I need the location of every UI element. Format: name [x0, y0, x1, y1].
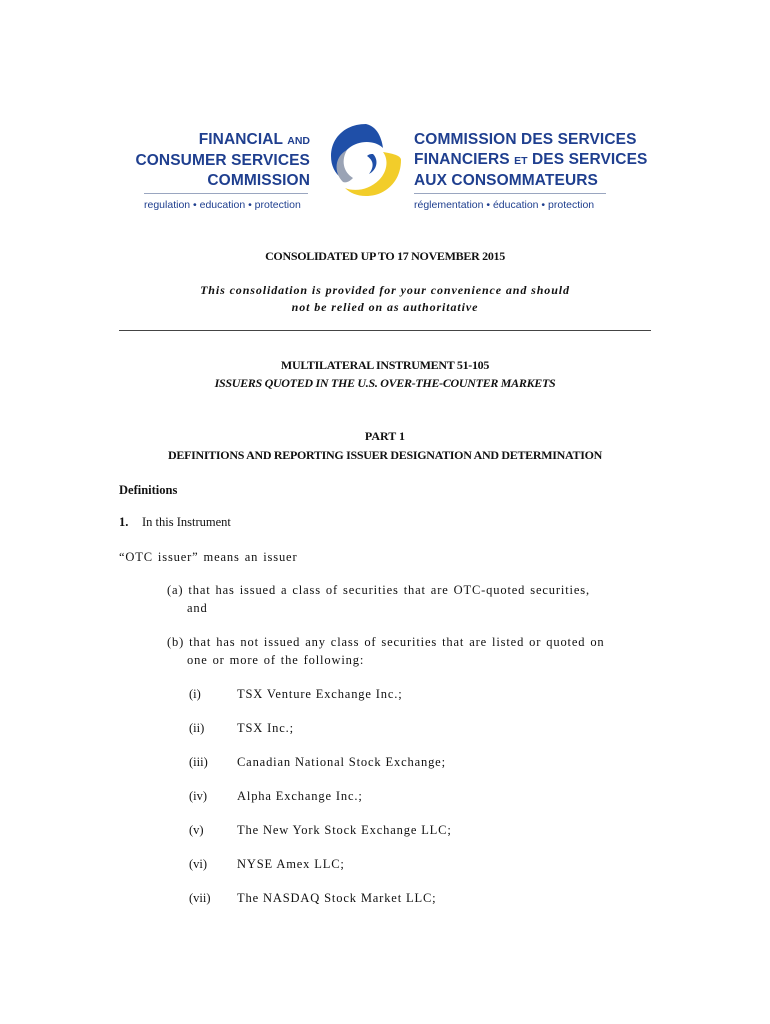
tagline-french: réglementation • éducation • protection	[414, 199, 595, 211]
list-item-text: The New York Stock Exchange LLC;	[237, 823, 452, 837]
letterhead-rule-left	[144, 193, 308, 194]
instrument-title: MULTILATERAL INSTRUMENT 51-105	[280, 358, 490, 372]
org-en-line1: FINANCIAL	[198, 131, 283, 148]
letterhead-rule-right	[414, 193, 606, 194]
org-fr-line2a: FINANCIERS	[414, 151, 510, 168]
list-item-number: (ii)	[189, 721, 205, 735]
list-item-text: Canadian National Stock Exchange;	[237, 755, 446, 769]
letterhead	[135, 120, 648, 220]
header-divider	[119, 330, 651, 331]
list-item-text: NYSE Amex LLC;	[237, 857, 345, 871]
list-item-text: The NASDAQ Stock Market LLC;	[237, 891, 437, 905]
list-item-text: Alpha Exchange Inc.;	[237, 789, 363, 803]
clause-b-line1: (b) that has not issued any class of securities that are listed or quoted on	[167, 635, 605, 649]
org-fr-line2-small: ET	[514, 155, 528, 167]
list-item-number: (vii)	[189, 891, 211, 905]
instrument-subtitle: ISSUERS QUOTED IN THE U.S. OVER-THE-COUNTER MARKETS	[214, 376, 556, 390]
org-en-line1-small: AND	[287, 135, 310, 147]
org-en-line2: CONSUMER SERVICES	[135, 152, 310, 169]
org-fr-line3: AUX CONSOMMATEURS	[414, 172, 598, 189]
list-item-number: (iii)	[189, 755, 208, 769]
part-label: PART 1	[364, 429, 406, 443]
org-name-english	[135, 130, 310, 191]
part-title: DEFINITIONS AND REPORTING ISSUER DESIGNATION AND DETERMINATION	[168, 448, 602, 462]
clause-a-line2: and	[187, 601, 208, 615]
clause-a-line1: (a) that has issued a class of securities that are OTC-quoted securities,	[167, 583, 590, 597]
consolidated-date: CONSOLIDATED UP TO 17 NOVEMBER 2015	[265, 249, 505, 263]
clause-b-line2: one or more of the following:	[187, 653, 365, 667]
otc-issuer-definition: “OTC issuer” means an issuer	[119, 550, 298, 564]
definitions-heading: Definitions	[119, 483, 178, 497]
list-item-number: (v)	[189, 823, 204, 837]
list-item-number: (i)	[189, 687, 201, 701]
org-name-french	[414, 130, 647, 191]
list-item-number: (vi)	[189, 857, 208, 871]
section-number: 1.	[119, 515, 129, 529]
list-item-number: (iv)	[189, 789, 208, 803]
tagline-english: regulation • education • protection	[144, 199, 301, 211]
org-fr-line1: COMMISSION DES SERVICES	[414, 131, 637, 148]
section-intro: In this Instrument	[142, 515, 231, 529]
org-fr-line2b: DES SERVICES	[532, 151, 648, 168]
consolidation-note-line2: not be relied on as authoritative	[291, 300, 479, 314]
consolidation-note-line1: This consolidation is provided for your convenience and should	[200, 283, 570, 297]
fcnb-emblem-logo	[323, 120, 409, 200]
org-en-line3: COMMISSION	[207, 172, 310, 189]
list-item-text: TSX Venture Exchange Inc.;	[237, 687, 403, 701]
list-item-text: TSX Inc.;	[237, 721, 294, 735]
